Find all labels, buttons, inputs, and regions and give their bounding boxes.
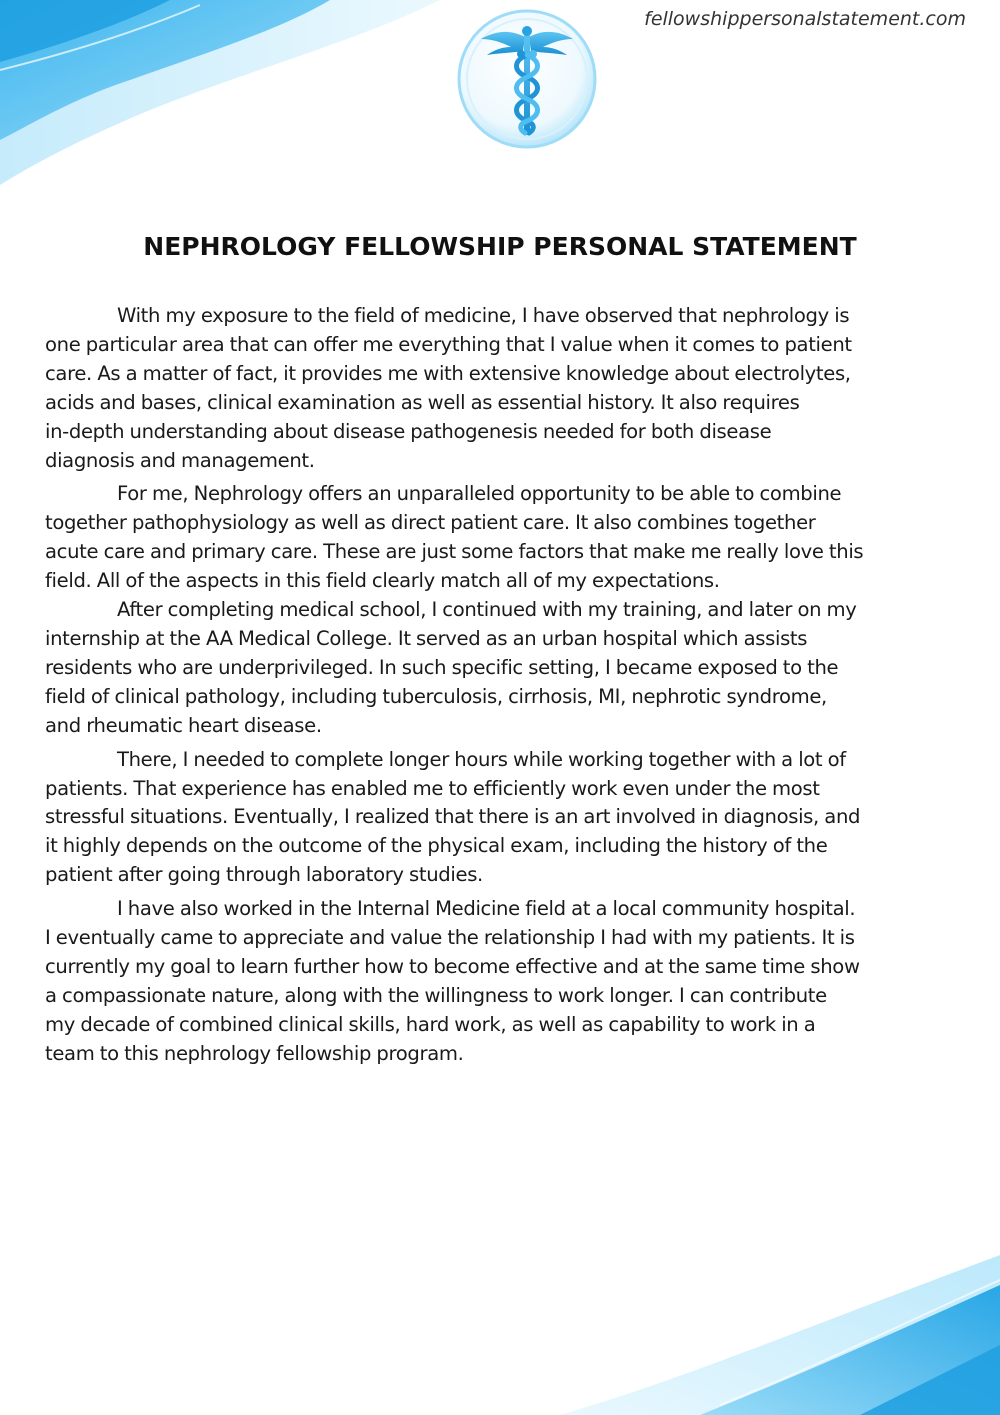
text-line: care. As a matter of fact, it provides me with extensive knowledge about electrolytes, [45,361,851,385]
text-line: There, I needed to complete longer hours while working together with a lot of [117,747,846,771]
text-line: After completing medical school, I continued with my training, and later on my [117,598,857,622]
text-line: I eventually came to appreciate and value the relationship I had with my patients. It is [45,926,855,950]
paragraph-2 [45,480,963,596]
text-line: With my exposure to the field of medicine, I have observed that nephrology is [117,304,850,327]
text-line: field. All of the aspects in this field clearly match all of my expectations. [45,569,720,593]
text-line: For me, Nephrology offers an unparalleled opportunity to be able to combine [117,482,842,506]
paragraph-1 [45,302,963,475]
text-line: team to this nephrology fellowship program. [45,1041,464,1065]
text-line: one particular area that can offer me everything that I value when it comes to patient [45,332,852,356]
paragraph-5 [45,895,963,1068]
text-line: diagnosis and management. [45,448,315,472]
text-line: acids and bases, clinical examination as well as essential history. It also requires [45,390,800,414]
text-line: a compassionate nature, along with the willingness to work longer. I can contribute [45,983,827,1007]
text-line: field of clinical pathology, including tuberculosis, cirrhosis, MI, nephrotic syndrome, [45,684,827,708]
statement-body [45,302,963,1069]
text-line: together pathophysiology as well as direct patient care. It also combines together [45,511,816,535]
paragraph-4 [45,746,963,891]
text-line: stressful situations. Eventually, I realized that there is an art involved in diagnosis, and [45,805,861,829]
text-line: acute care and primary care. These are just some factors that make me really love this [45,540,864,564]
site-url: fellowshippersonalstatement.com [644,8,966,30]
text-line: patients. That experience has enabled me to efficiently work even under the most [45,776,820,800]
caduceus-icon [455,7,599,151]
text-line: I have also worked in the Internal Medicine field at a local community hospital. [117,897,856,921]
document-title: NEPHROLOGY FELLOWSHIP PERSONAL STATEMENT [143,232,857,261]
text-line: patient after going through laboratory studies. [45,863,483,887]
paragraph-3 [45,596,963,741]
text-line: my decade of combined clinical skills, hard work, as well as capability to work in a [45,1012,816,1036]
text-line: internship at the AA Medical College. It served as an urban hospital which assists [45,626,808,650]
text-line: residents who are underprivileged. In such specific setting, I became exposed to the [45,655,839,679]
text-line: and rheumatic heart disease. [45,713,322,737]
text-line: it highly depends on the outcome of the physical exam, including the history of the [45,834,828,858]
text-line: currently my goal to learn further how to become effective and at the same time show [45,954,860,978]
text-line: in-depth understanding about disease pathogenesis needed for both disease [45,419,772,443]
